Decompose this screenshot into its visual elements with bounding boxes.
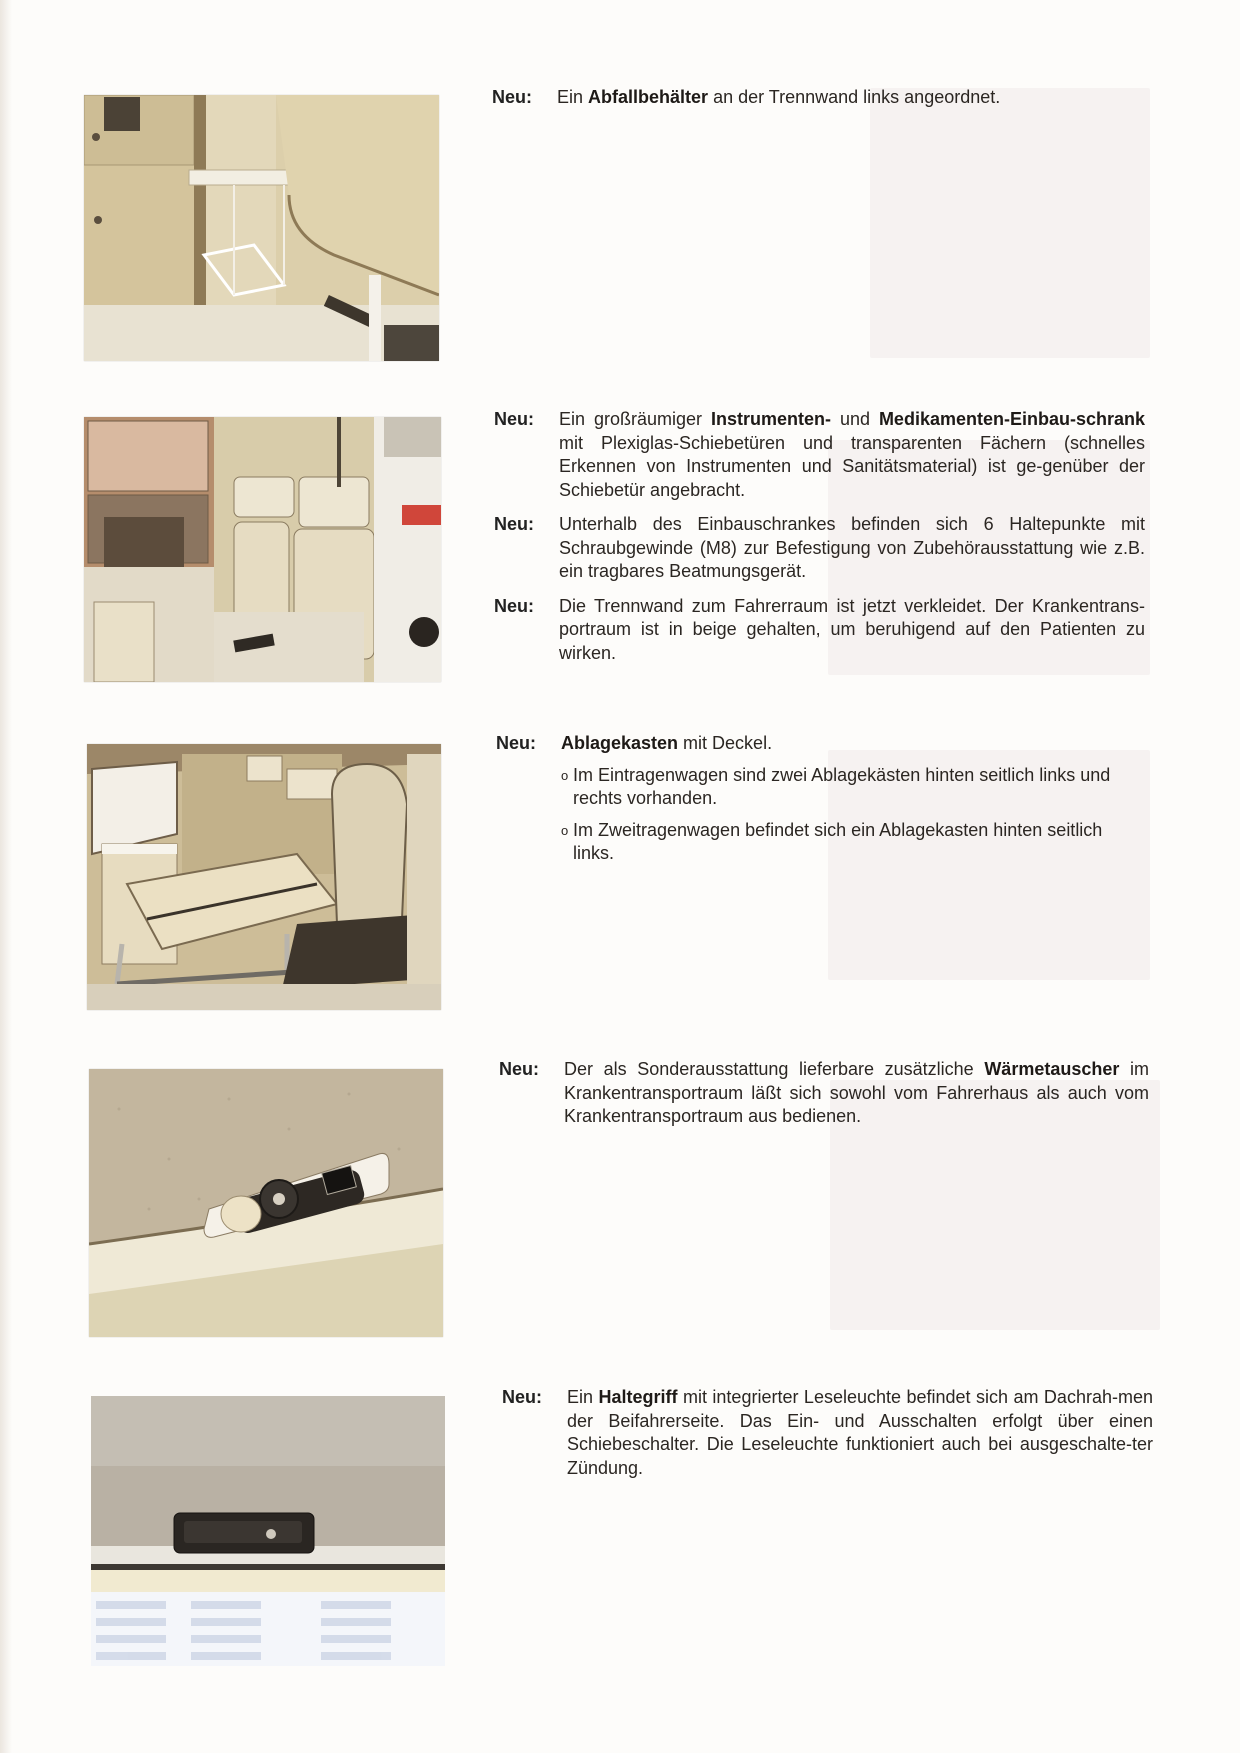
feature-name: Instrumenten-: [710, 409, 831, 429]
bullet-item: o Im Eintragenwagen sind zwei Ablagekästen hinten seitlich links und rechts vorhanden.: [561, 764, 1146, 811]
neu-label: Neu:: [494, 514, 534, 534]
feature-item: [502, 1386, 1153, 1480]
grab-handle-reading-light-photo: [91, 1396, 445, 1666]
feature-item: [492, 86, 1152, 110]
feature-name: Haltegriff: [598, 1387, 678, 1407]
neu-label: Neu:: [492, 87, 532, 107]
feature-description: Ein großräumiger Instrumenten- und Medikamenten-Einbau-schrank mit Plexiglas-Schiebetüren und transparenten Fächern (schnelles Erkennen von Instrumenten und Sanitätsmaterial) ist ge-genüber der Schiebetür angebracht.: [559, 409, 1145, 500]
feature-name: Abfallbehälter: [588, 87, 709, 107]
neu-label: Neu:: [499, 1059, 539, 1079]
neu-label: Neu:: [502, 1387, 542, 1407]
feature-description: Ein Haltegriff mit integrierter Leseleuchte befindet sich am Dachrah-men der Beifahrerseite. Das Ein- und Ausschalten erfolgt über einen Schiebeschalter. Die Leseleuchte funktioniert auch bei ausgeschalte-ter Zündung.: [567, 1387, 1153, 1478]
feature-name: Medikamenten-Einbau-schrank: [878, 409, 1145, 429]
section-5-text: [502, 1386, 1153, 1491]
heat-exchanger-control-photo: [89, 1069, 443, 1337]
feature-item: [494, 408, 1145, 502]
neu-label: Neu:: [494, 409, 534, 429]
feature-item: [499, 1058, 1149, 1129]
neu-label: Neu:: [494, 595, 534, 616]
feature-description: Ein Abfallbehälter an der Trennwand links angeordnet.: [557, 87, 1001, 107]
feature-item: [494, 595, 1145, 666]
section-1-text: [492, 86, 1152, 121]
bullet-mark: o: [561, 767, 569, 783]
waste-bin-on-partition-photo: [84, 95, 439, 361]
feature-description: Die Trennwand zum Fahrerraum ist jetzt verkleidet. Der Krankentrans-portraum ist in beige gehalten, um beruhigend auf den Patienten zu wirken.: [559, 595, 1145, 663]
feature-description: Unterhalb des Einbauschrankes befinden sich 6 Haltepunkte mit Schraubgewinde (M8) zur Befestigung von Zubehörausstattung wie z.B. ein tragbares Beatmungsgerät.: [559, 514, 1145, 581]
feature-item: [496, 732, 1146, 866]
stretcher-interior-photo: [87, 744, 441, 1010]
section-4-text: [499, 1058, 1149, 1140]
section-3-text: [496, 732, 1146, 877]
page-edge-shadow: [0, 0, 12, 1753]
feature-name: Wärmetauscher: [984, 1059, 1120, 1079]
feature-description: Ablagekasten mit Deckel. o Im Eintragenwagen sind zwei Ablagekästen hinten seitlich links und rechts vorhanden. o Im Zweitragenwagen befindet sich ein Ablagekasten hinten seitlich links.: [561, 732, 1146, 866]
bullet-mark: o: [561, 822, 569, 838]
bleed-through-block: [870, 88, 1150, 358]
bullet-item: o Im Zweitragenwagen befindet sich ein Ablagekasten hinten seitlich links.: [561, 819, 1146, 866]
feature-description: Der als Sonderausstattung lieferbare zusätzliche Wärmetauscher im Krankentransportraum läßt sich sowohl vom Fahrerhaus als auch vom Krankentransportraum aus bedienen.: [564, 1059, 1149, 1126]
neu-label: Neu:: [496, 733, 536, 753]
feature-item: [494, 513, 1145, 584]
feature-name: Ablagekasten: [561, 733, 679, 753]
section-2-text: [494, 408, 1145, 676]
instrument-cabinet-photo: [84, 417, 441, 682]
